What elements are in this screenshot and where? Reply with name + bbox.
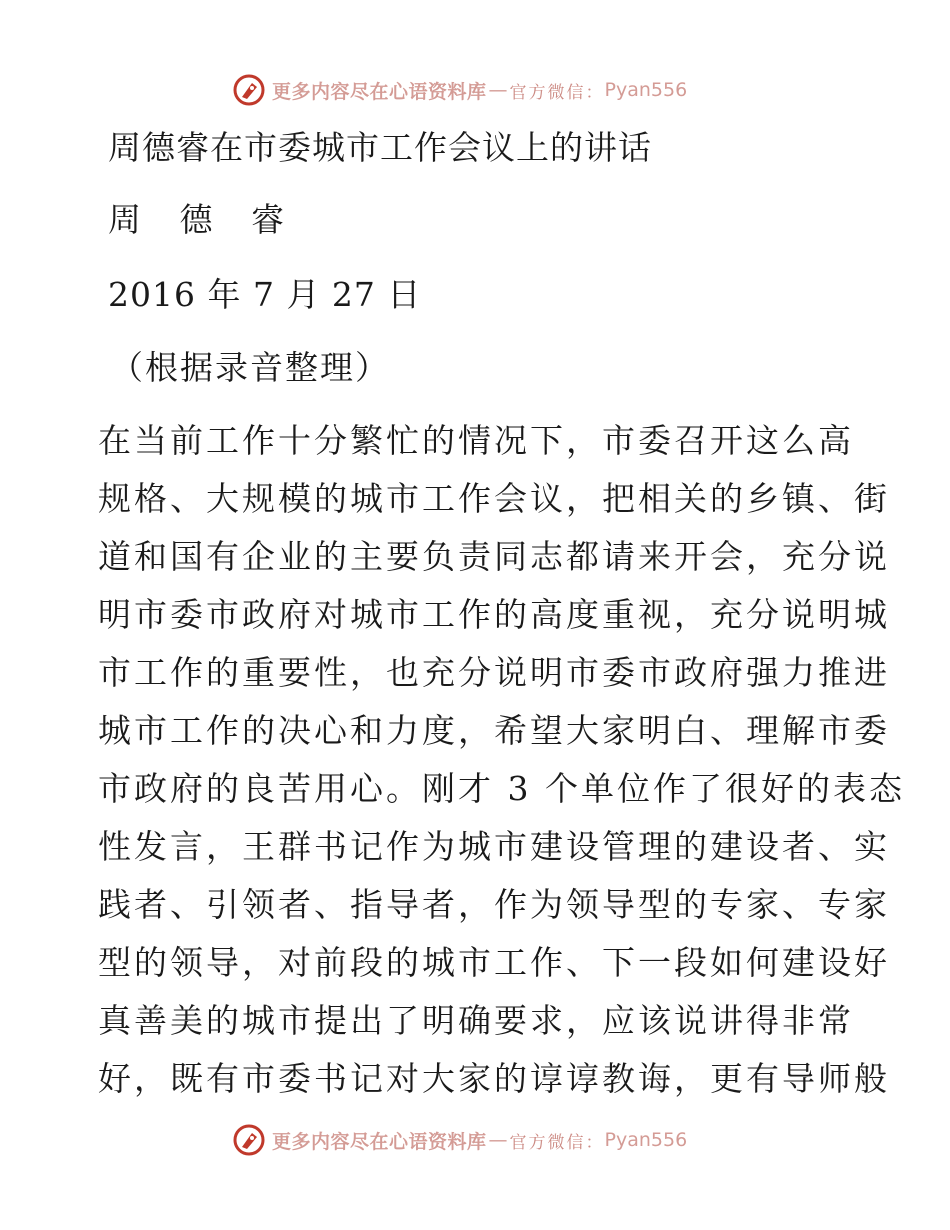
watermark-dash: — bbox=[488, 79, 508, 101]
document-note: （根据录音整理） bbox=[110, 348, 390, 387]
paragraph-line: 性发言，王群书记作为城市建设管理的建设者、实 bbox=[98, 827, 890, 866]
header-watermark bbox=[232, 72, 752, 108]
paragraph-line: 市政府的良苦用心。刚才 3 个单位作了很好的表态 bbox=[98, 769, 905, 808]
watermark-wechat-id: Pyan556 bbox=[604, 79, 688, 101]
paragraph-line: 践者、引领者、指导者，作为领导型的专家、专家 bbox=[98, 885, 890, 924]
watermark-official-label: 官方微信： bbox=[509, 1132, 605, 1153]
watermark-wechat-id: Pyan556 bbox=[604, 1129, 688, 1151]
paragraph-line: 市工作的重要性，也充分说明市委市政府强力推进 bbox=[98, 653, 890, 692]
document-title: 周德睿在市委城市工作会议上的讲话 bbox=[108, 128, 652, 167]
pen-nib-circle-icon bbox=[232, 1123, 266, 1157]
footer-watermark bbox=[232, 1122, 752, 1158]
pen-nib-circle-icon bbox=[232, 73, 266, 107]
paragraph-line: 明市委市政府对城市工作的高度重视，充分说明城 bbox=[98, 595, 890, 634]
paragraph-line: 城市工作的决心和力度，希望大家明白、理解市委 bbox=[98, 711, 890, 750]
paragraph-line: 真善美的城市提出了明确要求，应该说讲得非常 bbox=[98, 1001, 854, 1040]
paragraph-line: 型的领导，对前段的城市工作、下一段如何建设好 bbox=[98, 943, 890, 982]
paragraph-line: 在当前工作十分繁忙的情况下，市委召开这么高 bbox=[98, 421, 854, 460]
watermark-text: 更多内容尽在心语资料库 bbox=[272, 1130, 487, 1153]
paragraph-line: 道和国有企业的主要负责同志都请来开会，充分说 bbox=[98, 537, 890, 576]
paragraph-line: 规格、大规模的城市工作会议，把相关的乡镇、街 bbox=[98, 479, 890, 518]
watermark-text: 更多内容尽在心语资料库 bbox=[272, 80, 487, 103]
paragraph-line: 好，既有市委书记对大家的谆谆教诲，更有导师般 bbox=[98, 1059, 890, 1098]
watermark-official-label: 官方微信： bbox=[509, 82, 605, 103]
watermark-dash: — bbox=[488, 1129, 508, 1151]
document-author: 周 德 睿 bbox=[108, 200, 298, 239]
document-date: 2016 年 7 月 27 日 bbox=[108, 275, 422, 314]
